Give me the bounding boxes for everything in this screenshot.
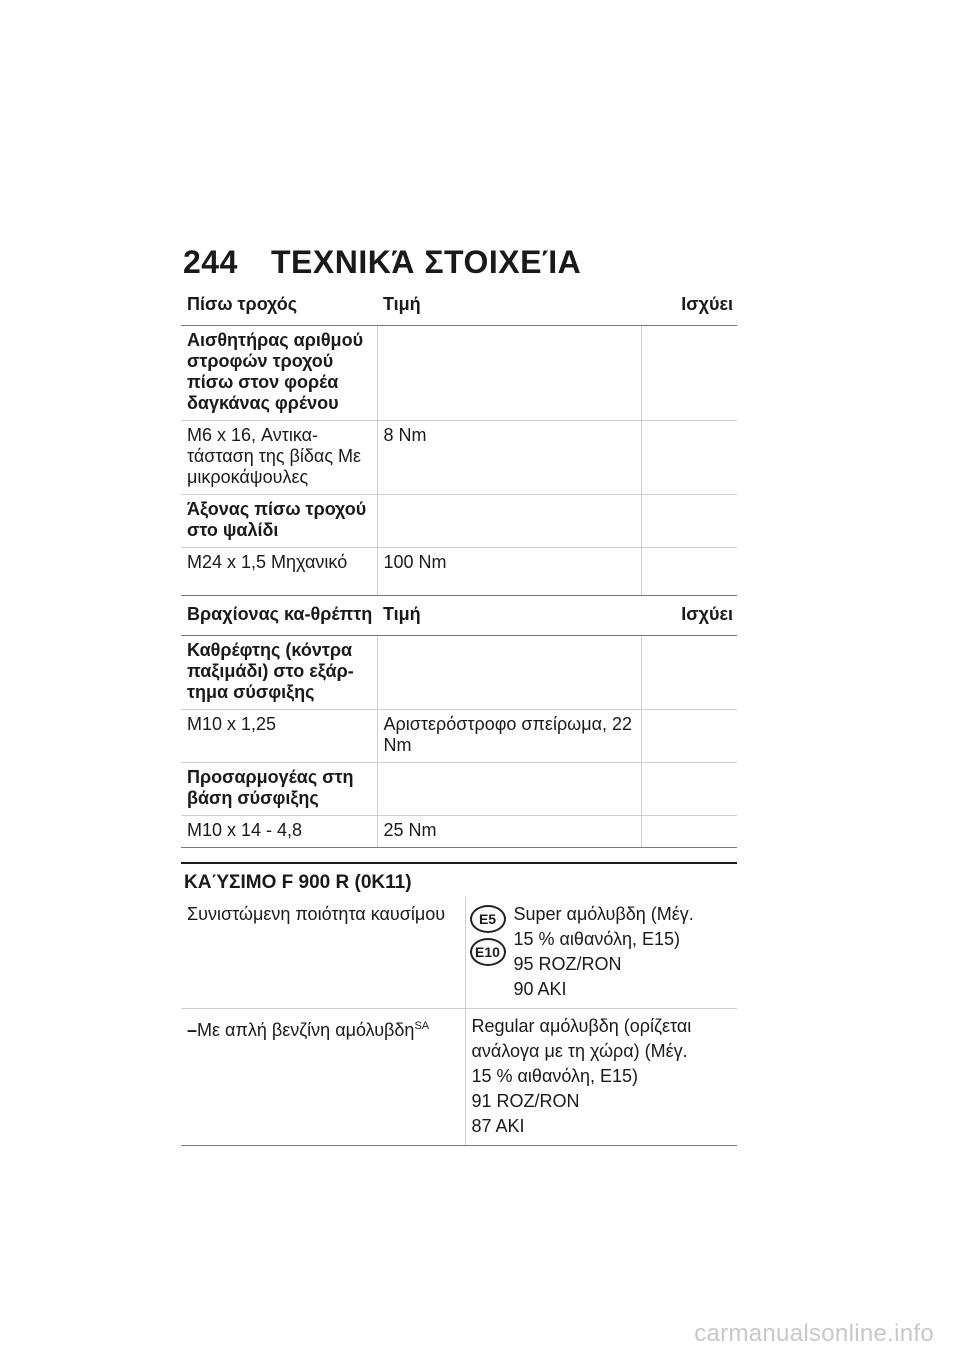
page-header bbox=[183, 244, 581, 281]
header-cell: Βραχίονας κα-θρέπτη bbox=[181, 598, 377, 636]
row-value: 100 Nm bbox=[377, 548, 641, 596]
spec-line: 91 ROZ/RON bbox=[471, 1091, 580, 1111]
row-value bbox=[377, 636, 641, 710]
row-valid bbox=[641, 495, 737, 548]
sa-superscript: SA bbox=[414, 1020, 430, 1032]
e10-badge-icon: E10 bbox=[470, 938, 506, 966]
row-valid bbox=[641, 421, 737, 495]
row-label: Αισθητήρας αριθμού στροφών τροχού πίσω στον φορέα δαγκάνας φρένου bbox=[181, 326, 377, 421]
spec-line: 90 AKI bbox=[513, 979, 567, 999]
spec-line: ανάλογα με τη χώρα) (Μέγ. bbox=[471, 1041, 688, 1061]
row-label: M6 x 16, Αντικα-τάσταση της βίδας Με μικροκάψουλες bbox=[181, 421, 377, 495]
table-row bbox=[181, 421, 737, 495]
header-cell: Πίσω τροχός bbox=[181, 288, 377, 326]
fuel-table bbox=[181, 897, 737, 1146]
e5-badge-icon: E5 bbox=[470, 905, 506, 933]
page-number: 244 bbox=[183, 244, 238, 280]
fuel-badges bbox=[470, 902, 510, 971]
fuel-label bbox=[181, 1009, 465, 1146]
header-cell: Τιμή bbox=[377, 598, 641, 636]
table-row bbox=[181, 1009, 737, 1146]
row-label: M10 x 14 - 4,8 bbox=[181, 816, 377, 848]
row-value: 8 Nm bbox=[377, 421, 641, 495]
spec-line: 15 % αιθανόλη, E15) bbox=[471, 1066, 639, 1086]
row-value bbox=[377, 326, 641, 421]
fuel-spec-lines bbox=[514, 902, 714, 1002]
row-value bbox=[377, 763, 641, 816]
table-row bbox=[181, 710, 737, 763]
table-header-row bbox=[181, 598, 737, 636]
row-valid bbox=[641, 763, 737, 816]
rear-wheel-table bbox=[181, 288, 737, 596]
table-row bbox=[181, 897, 737, 1009]
row-valid bbox=[641, 636, 737, 710]
row-value bbox=[377, 495, 641, 548]
header-cell: Τιμή bbox=[377, 288, 641, 326]
fuel-label: Συνιστώμενη ποιότητα καυσίμου bbox=[181, 897, 465, 1009]
row-label: Προσαρμογέας στη βάση σύσφιξης bbox=[181, 763, 377, 816]
section-title: ΤΕΧΝΙΚΆ ΣΤΟΙΧΕΊΑ bbox=[271, 244, 582, 280]
row-label: Καθρέφτης (κόντρα παξιμάδι) στο εξάρ-τημα σύσφιξης bbox=[181, 636, 377, 710]
fuel-spec bbox=[465, 897, 737, 1009]
header-cell: Ισχύει bbox=[641, 598, 737, 636]
table-header-row bbox=[181, 288, 737, 326]
fuel-section-title: ΚΑΎΣΙΜΟ F 900 R (0K11) bbox=[184, 872, 412, 893]
row-valid bbox=[641, 548, 737, 596]
section-divider bbox=[181, 862, 737, 864]
row-valid bbox=[641, 326, 737, 421]
table-row bbox=[181, 548, 737, 596]
row-label: M24 x 1,5 Μηχανικό bbox=[181, 548, 377, 596]
header-cell: Ισχύει bbox=[641, 288, 737, 326]
table-row bbox=[181, 495, 737, 548]
row-label: Άξονας πίσω τροχού στο ψαλίδι bbox=[181, 495, 377, 548]
fuel-option-label: Με απλή βενζίνη αμόλυβδη bbox=[197, 1020, 415, 1040]
mirror-arm-table bbox=[181, 598, 737, 848]
table-row bbox=[181, 636, 737, 710]
spec-line: 87 AKI bbox=[471, 1116, 525, 1136]
spec-line: Regular αμόλυβδη (ορίζεται bbox=[471, 1016, 692, 1036]
row-label: M10 x 1,25 bbox=[181, 710, 377, 763]
spec-line: Super αμόλυβδη (Μέγ. bbox=[513, 904, 694, 924]
row-valid bbox=[641, 710, 737, 763]
row-value: Αριστερόστροφο σπείρωμα, 22 Nm bbox=[377, 710, 641, 763]
watermark: carmanualsonline.info bbox=[694, 1320, 934, 1347]
optional-dash: – bbox=[187, 1020, 198, 1040]
row-valid bbox=[641, 816, 737, 848]
spec-line: 15 % αιθανόλη, E15) bbox=[513, 929, 681, 949]
table-row bbox=[181, 763, 737, 816]
table-row bbox=[181, 816, 737, 848]
table-row bbox=[181, 326, 737, 421]
spec-line: 95 ROZ/RON bbox=[513, 954, 622, 974]
row-value: 25 Nm bbox=[377, 816, 641, 848]
fuel-spec bbox=[465, 1009, 737, 1146]
